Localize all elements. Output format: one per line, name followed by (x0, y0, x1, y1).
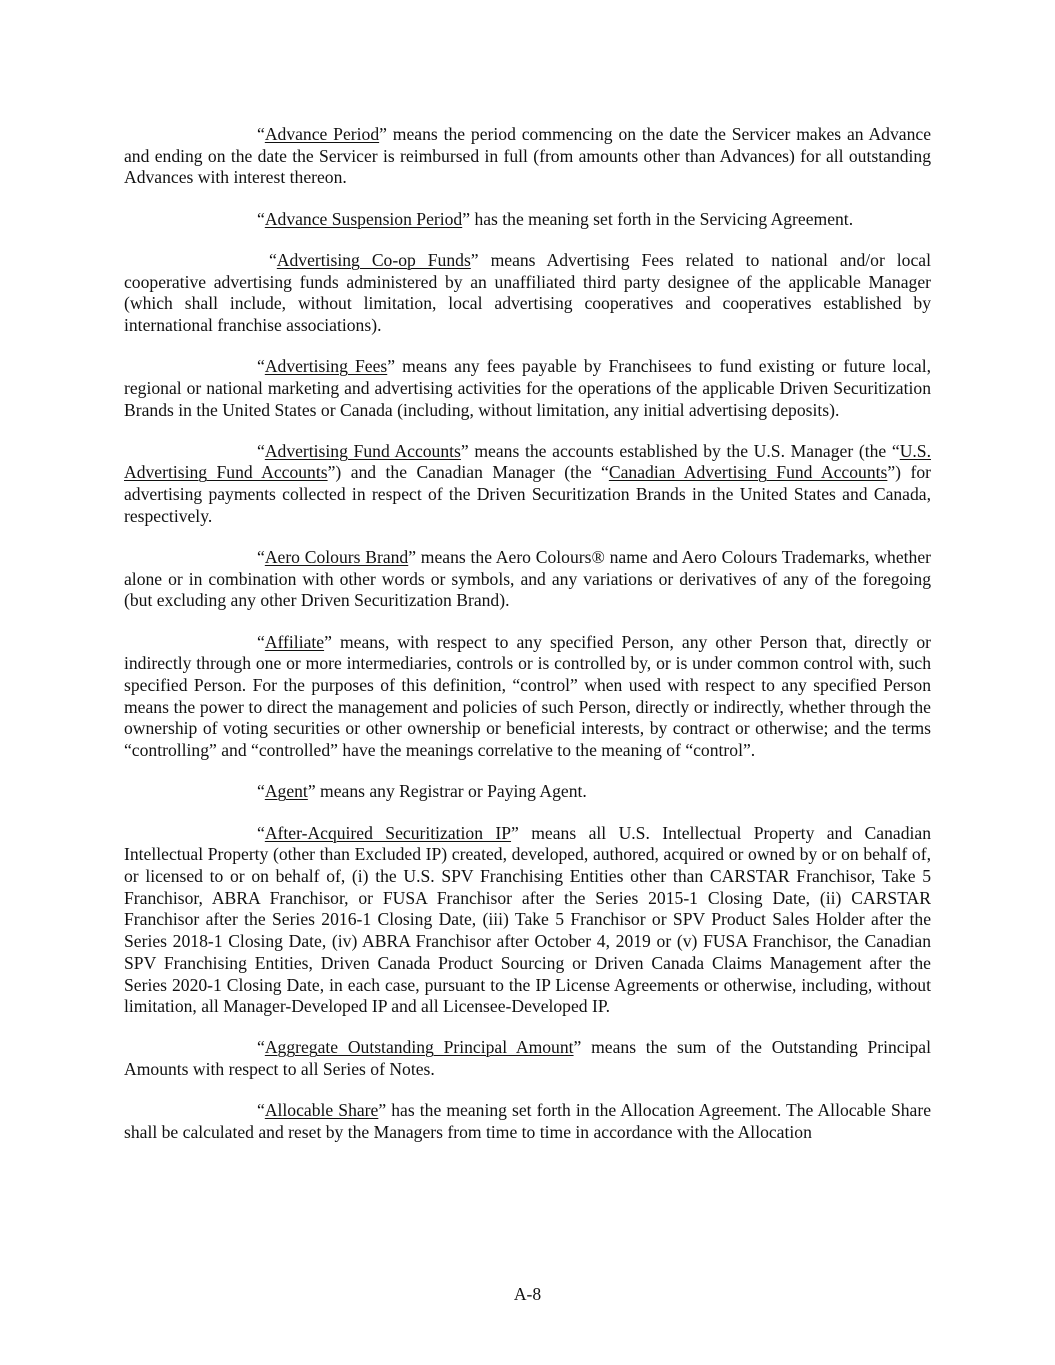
defined-term: Advertising Fund Accounts (264, 440, 461, 461)
definition-text: ” means the Aero Colours® name and Aero Colours Trademarks, whether alone or in combination with other words or symbols, and any variations or derivatives of any of the foregoing (but excluding any other Driven Securitization Brand). (124, 547, 931, 611)
definition-text: ” means Advertising Fees related to national and/or local cooperative advertising funds administered by an unaffiliated third party designee of the applicable Manager (which shall include, without limitation, local advertising cooperatives and cooperatives established by international franchise associations). (124, 249, 931, 335)
definition-text: ” means all U.S. Intellectual Property and Canadian Intellectual Property (other than Excluded IP) created, developed, authored, acquired or owned by or on behalf of, or licensed to or on behalf of, (i) the U.S. SPV Franchising Entities other than CARSTAR Franchisor, Take 5 Franchisor, ABRA Franchisor, or FUSA Franchisor after the Series 2015-1 Closing Date, (ii) CARSTAR Franchisor after the Series 2016-1 Closing Date, (iii) Take 5 Franchisor or SPV Product Sales Holder after the Series 2018-1 Closing Date, (iv) ABRA Franchisor after October 4, 2019 or (v) FUSA Franchisor, the Canadian SPV Franchising Entities, Driven Canada Product Sourcing or Driven Canada Claims Management after the Series 2020-1 Closing Date, in each case, pursuant to the IP License Agreements or otherwise, including, without limitation, all Manager-Developed IP and all Licensee-Developed IP. (124, 822, 931, 1017)
definition-affiliate (124, 632, 931, 762)
open-quote: “ (257, 249, 277, 270)
defined-term: U.S. Advertising Fund Accounts (124, 440, 931, 483)
definition-text: ”) and the Canadian Manager (the “ (327, 462, 609, 483)
definition-after-acquired-securitization-ip (124, 823, 931, 1018)
defined-term: Advertising Fees (264, 356, 388, 377)
definition-text: ” means any Registrar or Paying Agent. (307, 781, 587, 802)
page-number: A-8 (513, 1284, 542, 1304)
open-quote: “ (257, 631, 265, 652)
defined-term: Canadian Advertising Fund Accounts (608, 462, 888, 483)
open-quote: “ (257, 1037, 265, 1058)
open-quote: “ (257, 124, 265, 144)
definition-text: ” means any fees payable by Franchisees to fund existing or future local, regional or national marketing and advertising activities for the operations of the applicable Driven Securitization Brands in the United States or Canada (including, without limitation, any initial advertising deposits). (124, 356, 931, 420)
defined-term: After-Acquired Securitization IP (264, 822, 512, 843)
open-quote: “ (257, 547, 265, 568)
open-quote: “ (257, 208, 265, 229)
definition-aggregate-outstanding-principal-amount (124, 1037, 931, 1080)
definition-allocable-share (124, 1100, 931, 1143)
definition-text: ” has the meaning set forth in the Allocation Agreement. The Allocable Share shall be calculated and reset by the Managers from time to time in accordance with the Allocation (124, 1100, 932, 1143)
open-quote: “ (257, 356, 265, 377)
defined-term: Agent (264, 781, 308, 802)
definition-text: ” means, with respect to any specified Person, any other Person that, directly or indirectly through one or more intermediaries, controls or is controlled by, or is under common control with, such specified Person. For the purposes of this definition, “control” when used with respect to any specified Person means the power to direct the management and policies of such Person, directly or indirectly, whether through the ownership of voting securities or other ownership or beneficial interests, by contract or otherwise; and the terms “controlling” and “controlled” have the meanings correlative to the meaning of “control”. (124, 631, 931, 761)
open-quote: “ (257, 440, 265, 461)
definition-advertising-fees (124, 356, 931, 421)
definition-aero-colours-brand (124, 547, 931, 612)
defined-term: Affiliate (264, 631, 325, 652)
defined-term: Advance Suspension Period (264, 208, 463, 229)
definition-agent (124, 781, 931, 803)
definition-text: ” has the meaning set forth in the Servicing Agreement. (462, 208, 854, 229)
defined-term: Allocable Share (264, 1100, 379, 1121)
definition-text: ” means the sum of the Outstanding Principal Amounts with respect to all Series of Notes. (124, 1037, 931, 1080)
definition-advance-suspension-period (124, 209, 931, 231)
defined-term: Aggregate Outstanding Principal Amount (264, 1037, 574, 1058)
defined-term: Advance Period (264, 124, 380, 144)
open-quote: “ (257, 1100, 265, 1121)
definition-advertising-fund-accounts (124, 441, 931, 528)
document-body (124, 124, 931, 1144)
defined-term: Advertising Co-op Funds (276, 249, 471, 270)
defined-term: Aero Colours Brand (264, 547, 409, 568)
definition-text: ”) for advertising payments collected in respect of the Driven Securitization Brands in the United States and Canada, respectively. (124, 462, 931, 526)
open-quote: “ (257, 781, 265, 802)
open-quote: “ (257, 822, 265, 843)
definition-text: ” means the accounts established by the U.S. Manager (the “ (460, 440, 900, 461)
definition-text: ” means the period commencing on the date the Servicer makes an Advance and ending on the date the Servicer is reimbursed in full (from amounts other than Advances) for all outstanding Advances with interest thereon. (124, 124, 932, 188)
definition-advertising-co-op-funds (124, 250, 931, 337)
definition-advance-period (124, 124, 931, 189)
